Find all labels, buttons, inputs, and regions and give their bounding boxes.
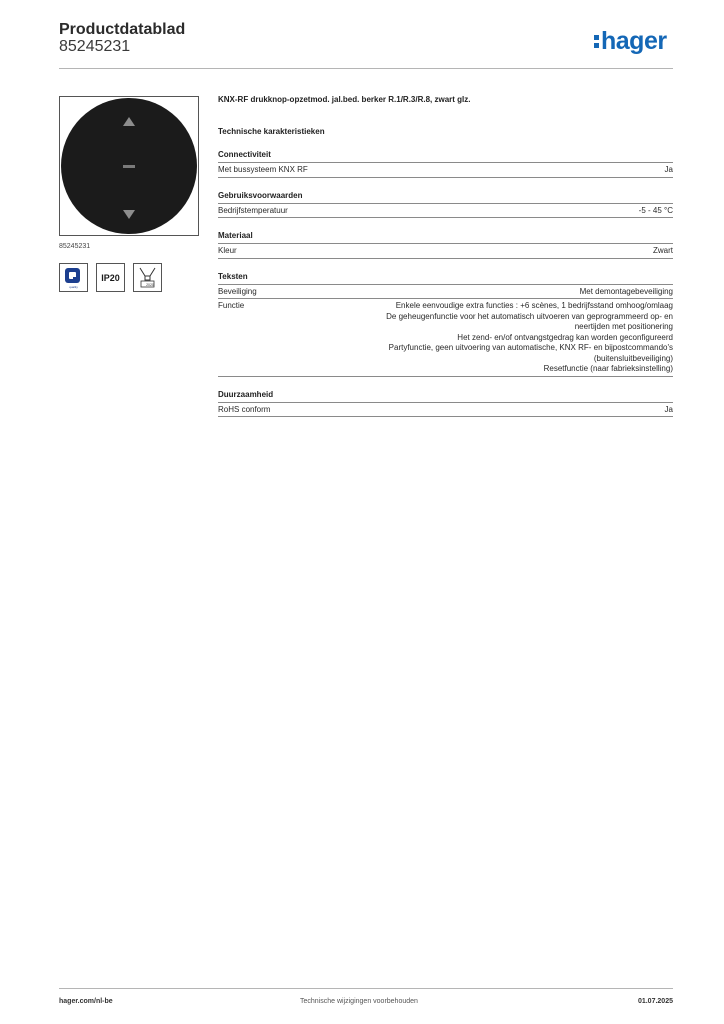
- header-divider: [59, 68, 673, 69]
- group-title: Teksten: [218, 272, 673, 285]
- function-line: Resetfunctie (naar fabrieksinstelling): [543, 364, 673, 373]
- function-line: De geheugenfunctie voor het automatisch uitvoeren van geprogrammeerd op- en: [386, 311, 673, 321]
- row-label: Kleur: [218, 246, 237, 255]
- group-duurzaamheid: [218, 390, 673, 418]
- product-image: [59, 96, 199, 236]
- table-row: [218, 244, 673, 259]
- table-row: [218, 285, 673, 300]
- group-title: Gebruiksvoorwaarden: [218, 191, 673, 204]
- row-label: Bedrijfstemperatuur: [218, 205, 288, 215]
- ip20-icon: [96, 263, 125, 292]
- footer-disclaimer: Technische wijzigingen voorbehouden: [300, 998, 418, 1005]
- hager-logo: [594, 27, 667, 55]
- function-line: Partyfunctie, geen uitvoering van automatische, KNX RF- en bijpostcommando's: [388, 343, 673, 352]
- group-title: Duurzaamheid: [218, 390, 673, 403]
- group-connectiviteit: [218, 150, 673, 178]
- row-value: Ja: [664, 404, 673, 414]
- group-materiaal: [218, 231, 673, 259]
- page-title: Productdatablad: [59, 21, 186, 38]
- row-label: Beveiliging: [218, 286, 257, 296]
- table-row: [218, 163, 673, 178]
- footer-date: 01.07.2025: [637, 998, 673, 1005]
- footer-divider: [59, 988, 673, 989]
- function-line: Het zend- en/of ontvangstgedrag kan worden geconfigureerd: [457, 332, 673, 342]
- product-description: KNX-RF drukknop-opzetmod. jal.bed. berker R.1/R.3/R.8, zwart glz.: [218, 95, 471, 104]
- technical-content: [218, 95, 673, 430]
- function-line: neertijden met positionering: [574, 322, 673, 331]
- function-line: (buitensluitbeveiliging): [593, 353, 673, 363]
- footer-website-link[interactable]: hager.com/nl-be: [59, 998, 113, 1005]
- svg-text:2020: 2020: [146, 283, 154, 287]
- function-line: Enkele eenvoudige extra functies : +6 scènes, 1 bedrijfsstand omhoog/omlaag: [395, 301, 673, 310]
- row-label: RoHS conform: [218, 404, 271, 414]
- group-teksten: [218, 272, 673, 377]
- table-row: [218, 403, 673, 418]
- certification-icons: [59, 263, 162, 292]
- logo-dots-icon: [594, 27, 599, 55]
- quality-label-icon: [59, 263, 88, 292]
- row-value: [386, 301, 673, 375]
- ip20-label: IP20: [101, 272, 120, 283]
- row-value: Zwart: [653, 246, 673, 255]
- row-value: -5 - 45 °C: [638, 205, 673, 215]
- group-title: Connectiviteit: [218, 150, 673, 163]
- table-row: [218, 299, 673, 377]
- row-label: Met bussysteem KNX RF: [218, 165, 308, 174]
- table-row: [218, 204, 673, 219]
- row-value: Ja: [664, 165, 673, 174]
- knx-rf-pushbutton-image: [60, 97, 198, 235]
- ce-declaration-icon: [133, 263, 162, 292]
- group-title: Materiaal: [218, 231, 673, 244]
- logo-text: hager: [601, 27, 667, 55]
- group-gebruiksvoorwaarden: [218, 191, 673, 219]
- product-code: 85245231: [59, 243, 91, 250]
- row-value: Met demontagebeveiliging: [579, 286, 673, 296]
- svg-text:quality: quality: [69, 285, 78, 289]
- stop-icon: [123, 165, 135, 168]
- section-title: Technische karakteristieken: [218, 127, 325, 136]
- row-label: Functie: [218, 301, 245, 310]
- product-number: 85245231: [59, 38, 131, 55]
